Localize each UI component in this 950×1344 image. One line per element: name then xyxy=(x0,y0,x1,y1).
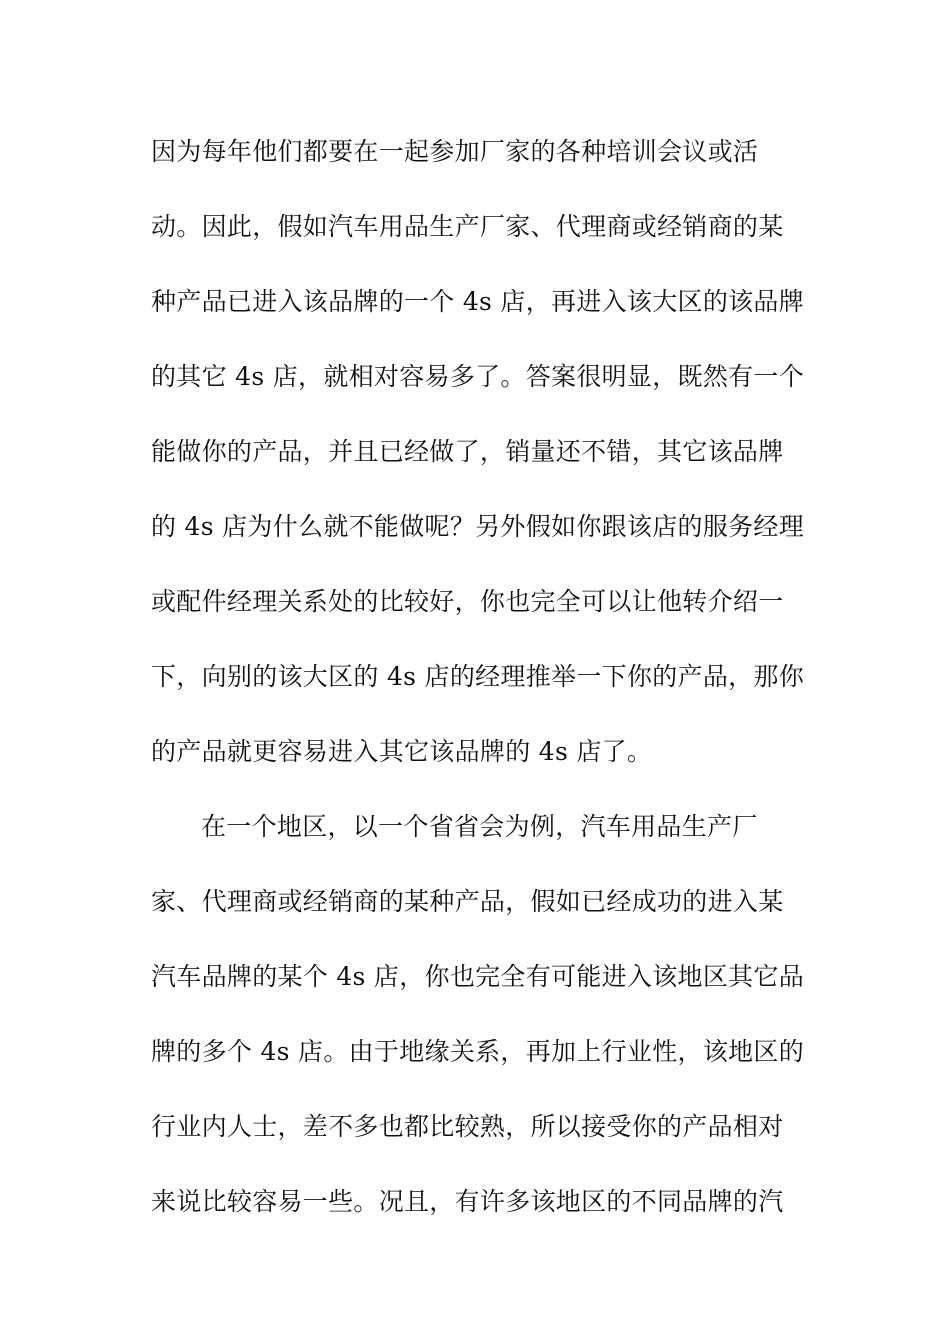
text-line: 种产品已进入该品牌的一个 4s 店，再进入该大区的该品牌 xyxy=(151,287,805,316)
text-line: 的 4s 店为什么就不能做呢？另外假如你跟该店的服务经理 xyxy=(151,512,805,541)
text-line: 来说比较容易一些。况且，有许多该地区的不同品牌的汽 xyxy=(151,1187,784,1216)
text-line: 下，向别的该大区的 4s 店的经理推举一下你的产品，那你 xyxy=(151,662,805,691)
text-line: 动。因此，假如汽车用品生产厂家、代理商或经销商的某 xyxy=(151,212,784,241)
text-line: 因为每年他们都要在一起参加厂家的各种培训会议或活 xyxy=(151,137,759,166)
text-line: 的产品就更容易进入其它该品牌的 4s 店了。 xyxy=(151,737,653,766)
text-line: 能做你的产品，并且已经做了，销量还不错，其它该品牌 xyxy=(151,437,784,466)
body-text xyxy=(151,126,811,1251)
text-line: 或配件经理关系处的比较好，你也完全可以让他转介绍一 xyxy=(151,587,784,616)
text-line: 汽车品牌的某个 4s 店，你也完全有可能进入该地区其它品 xyxy=(151,962,805,991)
paragraph-start-line: 在一个地区，以一个省省会为例，汽车用品生产厂 xyxy=(201,812,758,841)
text-line: 牌的多个 4s 店。由于地缘关系，再加上行业性，该地区的 xyxy=(151,1037,805,1066)
text-line: 家、代理商或经销商的某种产品，假如已经成功的进入某 xyxy=(151,887,784,916)
text-line: 的其它 4s 店，就相对容易多了。答案很明显，既然有一个 xyxy=(151,362,805,391)
text-line: 行业内人士，差不多也都比较熟，所以接受你的产品相对 xyxy=(151,1112,784,1141)
